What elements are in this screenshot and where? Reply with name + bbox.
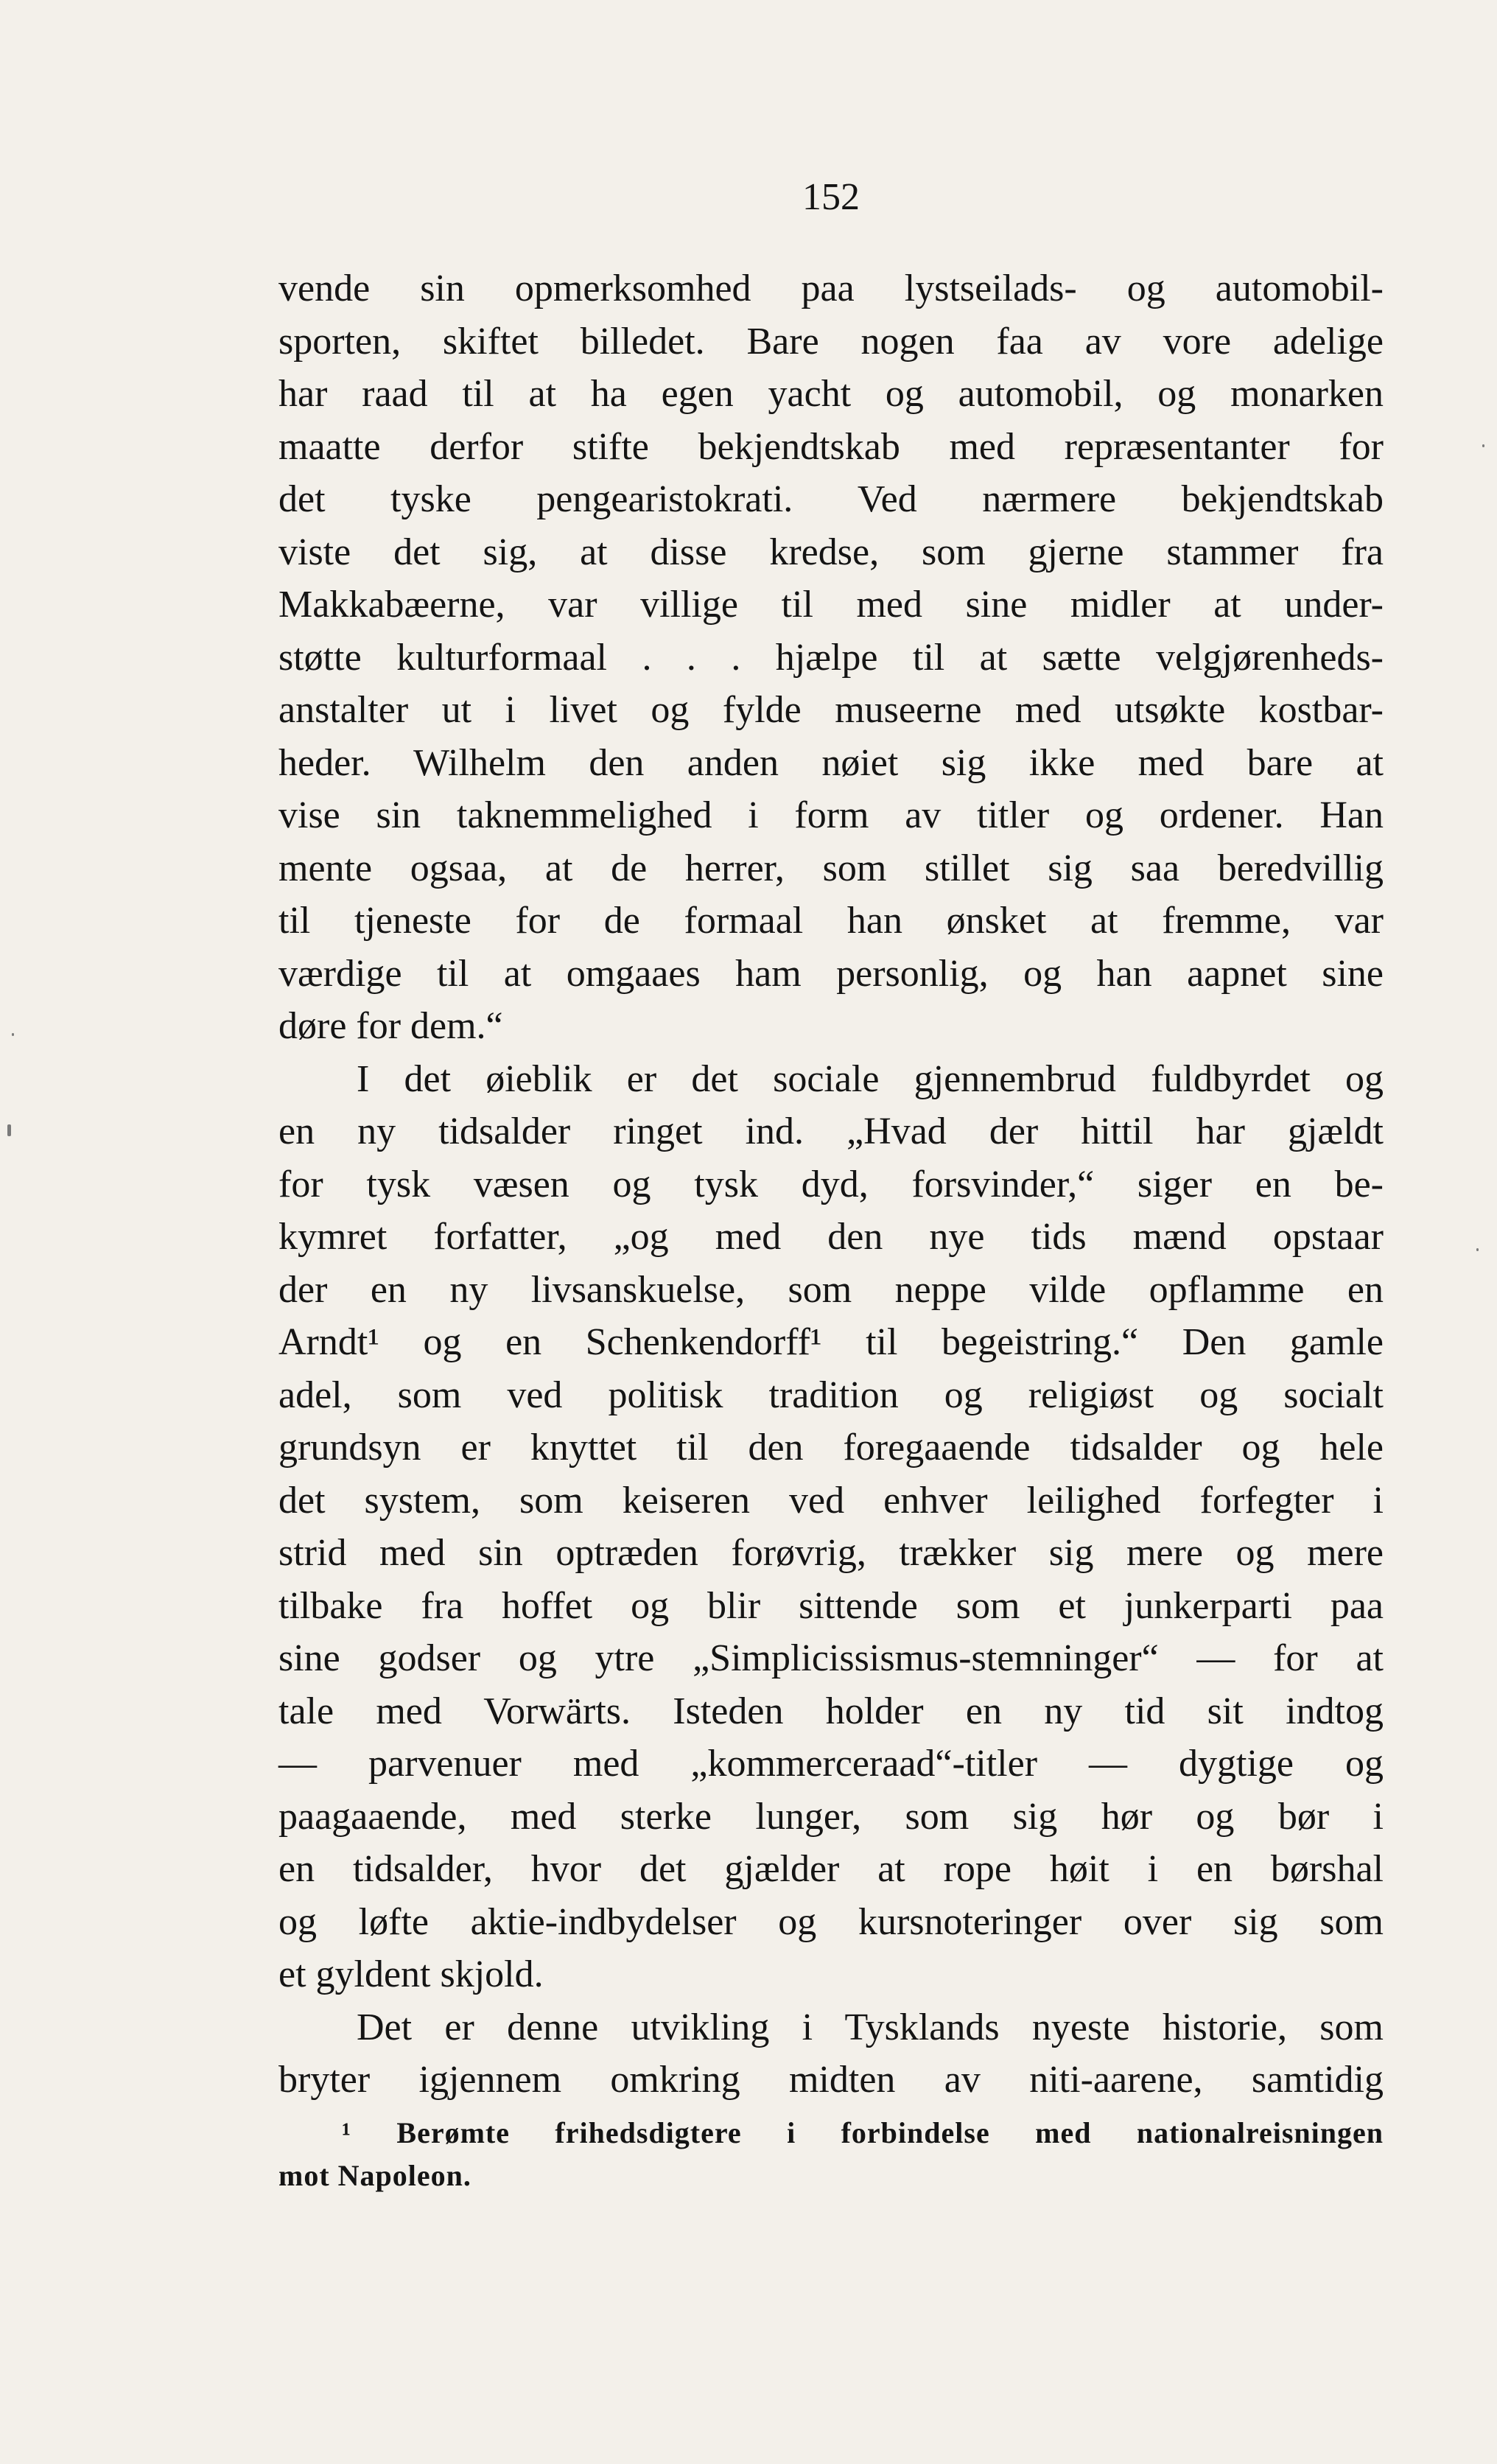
text-line: grundsyn er knyttet til den foregaaende tidsalder og hele bbox=[278, 1427, 1384, 1469]
text-line: vise sin taknemmelighed i form av titler og ordener. Han bbox=[278, 794, 1384, 836]
text-line: maatte derfor stifte bekjendtskab med repræsentanter for bbox=[278, 425, 1384, 468]
footnote-line: mot Napoleon. bbox=[278, 2159, 471, 2192]
scan-speck bbox=[1476, 1248, 1479, 1251]
text-line: det system, som keiseren ved enhver leilighed forfegter i bbox=[278, 1479, 1384, 1522]
footnote-line: ¹ Berømte frihedsdigtere i forbindelse med nationalreisningen bbox=[342, 2116, 1384, 2149]
text-line: heder. Wilhelm den anden nøiet sig ikke med bare at bbox=[278, 741, 1384, 784]
body-text bbox=[278, 262, 1384, 2107]
footnote bbox=[278, 2112, 1384, 2197]
text-line: strid med sin optræden forøvrig, trækker sig mere og mere bbox=[278, 1532, 1384, 1574]
text-line: I det øieblik er det sociale gjennembrud fuldbyrdet og bbox=[357, 1057, 1384, 1100]
text-line: vende sin opmerksomhed paa lystseilads- og automobil- bbox=[278, 267, 1384, 309]
text-line: tilbake fra hoffet og blir sittende som et junkerparti paa bbox=[278, 1584, 1384, 1627]
scan-speck bbox=[7, 1124, 11, 1136]
text-line: døre for dem.“ bbox=[278, 1005, 503, 1047]
scan-speck bbox=[12, 1033, 14, 1036]
text-line: Arndt¹ og en Schenkendorff¹ til begeistring.“ Den gamle bbox=[278, 1321, 1384, 1363]
text-line: der en ny livsanskuelse, som neppe vilde opflamme en bbox=[278, 1268, 1384, 1311]
text-line: en ny tidsalder ringet ind. „Hvad der hittil har gjældt bbox=[278, 1110, 1384, 1152]
text-line: Makkabæerne, var villige til med sine midler at under- bbox=[278, 584, 1384, 626]
text-line: for tysk væsen og tysk dyd, forsvinder,“ siger en be- bbox=[278, 1163, 1384, 1205]
text-line: — parvenuer med „kommerceraad“-titler — dygtige og bbox=[278, 1743, 1384, 1785]
text-line: adel, som ved politisk tradition og religiøst og socialt bbox=[278, 1373, 1384, 1416]
text-line: tale med Vorwärts. Isteden holder en ny tid sit indtog bbox=[278, 1690, 1384, 1732]
text-line: har raad til at ha egen yacht og automobil, og monarken bbox=[278, 373, 1384, 415]
text-line: værdige til at omgaaes ham personlig, og han aapnet sine bbox=[278, 952, 1384, 995]
text-line: paagaaende, med sterke lunger, som sig hør og bør i bbox=[278, 1795, 1384, 1838]
scan-speck bbox=[1482, 444, 1484, 447]
text-line: kymret forfatter, „og med den nye tids mænd opstaar bbox=[278, 1216, 1384, 1258]
text-line: til tjeneste for de formaal han ønsket at fremme, var bbox=[278, 900, 1384, 942]
text-line: bryter igjennem omkring midten av niti-aarene, samtidig bbox=[278, 2059, 1384, 2101]
text-line: det tyske pengearistokrati. Ved nærmere bekjendtskab bbox=[278, 478, 1384, 520]
text-line: sporten, skiftet billedet. Bare nogen faa av vore adelige bbox=[278, 320, 1384, 363]
text-line: viste det sig, at disse kredse, som gjerne stammer fra bbox=[278, 531, 1384, 573]
page-number: 152 bbox=[802, 176, 860, 218]
text-line: og løfte aktie-indbydelser og kursnoteringer over sig som bbox=[278, 1900, 1384, 1943]
text-line: Det er denne utvikling i Tysklands nyeste historie, som bbox=[357, 2006, 1384, 2048]
text-line: et gyldent skjold. bbox=[278, 1953, 544, 1995]
text-line: anstalter ut i livet og fylde museerne med utsøkte kostbar- bbox=[278, 689, 1384, 731]
text-line: støtte kulturformaal . . . hjælpe til at sætte velgjørenheds- bbox=[278, 636, 1384, 679]
text-line: sine godser og ytre „Simplicissismus-stemninger“ — for at bbox=[278, 1637, 1384, 1679]
text-line: mente ogsaa, at de herrer, som stillet sig saa beredvillig bbox=[278, 847, 1384, 889]
text-line: en tidsalder, hvor det gjælder at rope høit i en børshal bbox=[278, 1848, 1384, 1890]
